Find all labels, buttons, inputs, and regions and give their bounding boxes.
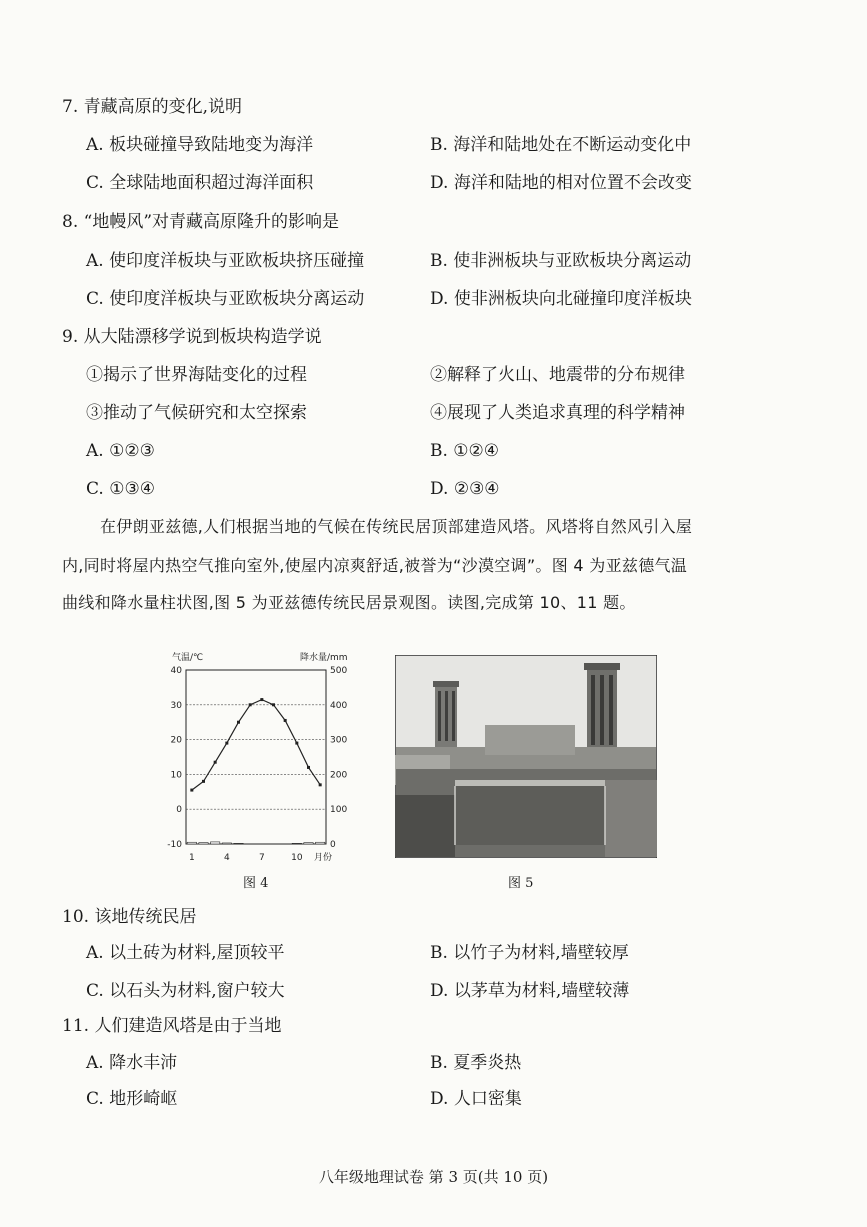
q8-stem: 8. “地幔风”对青藏高原隆升的影响是 — [62, 212, 340, 232]
temp-point — [202, 780, 205, 783]
q9-option-c: C. ①③④ — [86, 479, 155, 499]
q7-option-b: B. 海洋和陆地处在不断运动变化中 — [430, 135, 692, 155]
q11-option-c: C. 地形崎岖 — [86, 1089, 178, 1109]
passage-line-3: 曲线和降水量柱状图,图 5 为亚兹德传统民居景观图。读图,完成第 10、11 题。 — [62, 593, 636, 612]
precip-bar — [234, 843, 243, 844]
left-tick-label: -10 — [167, 840, 182, 850]
plot-frame — [186, 670, 326, 844]
q10-option-b: B. 以竹子为材料,墙壁较厚 — [430, 943, 629, 963]
q9-statement-4: ④展现了人类追求真理的科学精神 — [430, 403, 685, 423]
q7-stem: 7. 青藏高原的变化,说明 — [62, 97, 243, 117]
q9-option-b: B. ①②④ — [430, 441, 500, 461]
q10-option-a: A. 以土砖为材料,屋顶较平 — [86, 943, 285, 963]
left-tick-label: 20 — [170, 735, 182, 746]
q11-stem: 11. 人们建造风塔是由于当地 — [62, 1016, 282, 1036]
grid-lines — [186, 705, 326, 809]
right-tick-label: 100 — [330, 805, 348, 816]
temp-point — [190, 789, 193, 792]
q8-option-b: B. 使非洲板块与亚欧板块分离运动 — [430, 251, 692, 271]
q9-option-d: D. ②③④ — [430, 479, 500, 499]
q10-option-c: C. 以石头为材料,窗户较大 — [86, 981, 285, 1001]
precip-bar — [222, 843, 231, 844]
q9-statement-3: ③推动了气候研究和太空探索 — [86, 403, 307, 423]
left-tick-label: 30 — [170, 700, 182, 711]
x-axis-unit: 月份 — [314, 853, 333, 863]
precip-bar — [187, 842, 196, 844]
right-tick-labels — [330, 666, 347, 850]
temperature-points — [190, 698, 321, 791]
passage-line-1: 在伊朗亚兹德,人们根据当地的气候在传统民居顶部建造风塔。风塔将自然风引入屋 — [100, 517, 693, 536]
temp-point — [307, 766, 310, 769]
precip-bar — [211, 842, 220, 844]
q10-stem: 10. 该地传统民居 — [62, 907, 197, 927]
left-tick-label: 10 — [170, 770, 182, 781]
left-tick-label: 40 — [170, 666, 182, 676]
wind-tower-photo — [395, 655, 657, 858]
page-footer: 八年级地理试卷 第 3 页(共 10 页) — [318, 1168, 549, 1186]
q8-option-c: C. 使印度洋板块与亚欧板块分离运动 — [86, 289, 365, 309]
q9-stem: 9. 从大陆漂移学说到板块构造学说 — [62, 327, 322, 347]
q7-option-a: A. 板块碰撞导致陆地变为海洋 — [86, 135, 314, 155]
temp-point — [295, 742, 298, 745]
q10-option-d: D. 以茅草为材料,墙壁较薄 — [430, 981, 630, 1001]
right-tick-label: 0 — [330, 840, 336, 850]
temp-point — [284, 719, 287, 722]
q7-option-d: D. 海洋和陆地的相对位置不会改变 — [430, 173, 692, 193]
q7-option-c: C. 全球陆地面积超过海洋面积 — [86, 173, 314, 193]
q9-statement-1: ①揭示了世界海陆变化的过程 — [86, 365, 307, 385]
x-tick-label: 4 — [223, 853, 230, 863]
right-tick-label: 300 — [330, 735, 348, 746]
x-tick-label: 10 — [291, 853, 303, 863]
q11-option-a: A. 降水丰沛 — [86, 1053, 178, 1073]
left-tick-label: 0 — [176, 805, 182, 816]
climate-chart — [160, 646, 360, 868]
precip-bar — [292, 843, 301, 844]
right-tick-label: 500 — [330, 666, 348, 676]
temp-point — [272, 703, 275, 706]
left-tick-labels — [167, 666, 182, 850]
figure-4-caption: 图 4 — [243, 876, 269, 891]
q9-option-a: A. ①②③ — [86, 441, 155, 461]
precip-bar — [316, 842, 325, 844]
precip-bar — [304, 843, 313, 844]
right-axis-title: 降水量/mm — [300, 653, 348, 663]
temp-point — [249, 703, 252, 706]
left-axis-title: 气温/℃ — [172, 653, 204, 663]
x-tick-label: 1 — [188, 853, 195, 863]
x-tick-labels — [189, 853, 303, 863]
q11-option-d: D. 人口密集 — [430, 1089, 522, 1109]
x-tick-label: 7 — [258, 853, 265, 863]
q8-option-a: A. 使印度洋板块与亚欧板块挤压碰撞 — [86, 251, 365, 271]
q9-statement-2: ②解释了火山、地震带的分布规律 — [430, 365, 685, 385]
temp-point — [319, 783, 322, 786]
temp-point — [260, 698, 263, 701]
right-tick-label: 200 — [330, 770, 348, 781]
temp-point — [225, 742, 228, 745]
q11-option-b: B. 夏季炎热 — [430, 1053, 522, 1073]
temperature-curve — [192, 700, 320, 791]
temp-point — [237, 721, 240, 724]
precip-bar — [199, 843, 208, 844]
temp-point — [214, 761, 217, 764]
q8-option-d: D. 使非洲板块向北碰撞印度洋板块 — [430, 289, 692, 309]
right-tick-label: 400 — [330, 700, 348, 711]
passage-line-2: 内,同时将屋内热空气推向室外,使屋内凉爽舒适,被誉为“沙漠空调”。图 4 为亚兹德气温 — [62, 556, 688, 575]
figure-5-caption: 图 5 — [508, 876, 534, 891]
